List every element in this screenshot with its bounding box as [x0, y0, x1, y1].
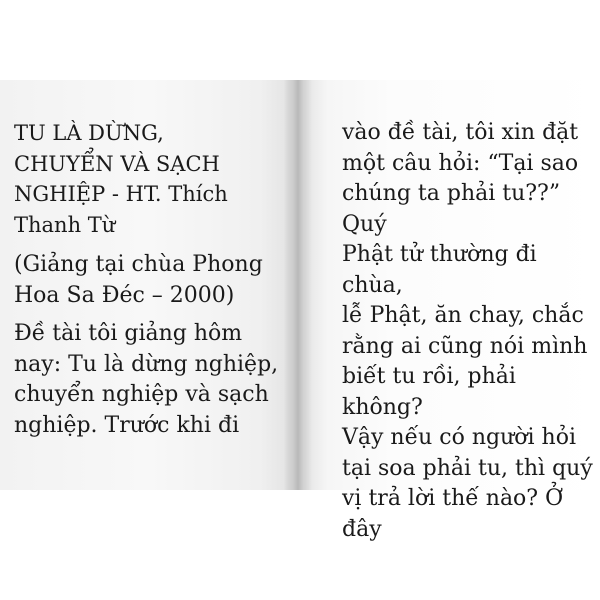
left-page-body: Đề tài tôi giảng hôm nay: Tu là dừng nghiệp, chuyển nghiệp và sạch nghiệp. Trước khi đi: [14, 321, 279, 438]
page-title: TU LÀ DỪNG, CHUYỂN VÀ SẠCH NGHIỆP - HT. Thích Thanh Từ: [14, 121, 228, 237]
book-spread: [0, 80, 600, 542]
right-page-body: vào đề tài, tôi xin đặt một câu hỏi: “Tại sao chúng ta phải tu??” Quý Phật tử thường đi chùa, lễ Phật, ăn chay, chắc rằng ai cũng nói mình biết tu rồi, phải không? Vậy nếu có người hỏi tại soa phải tu, thì quý vị trả lời thế nào? Ở đây: [342, 120, 593, 542]
page-subtitle: (Giảng tại chùa Phong Hoa Sa Đéc – 2000): [14, 252, 263, 308]
left-page-text: [14, 118, 289, 441]
